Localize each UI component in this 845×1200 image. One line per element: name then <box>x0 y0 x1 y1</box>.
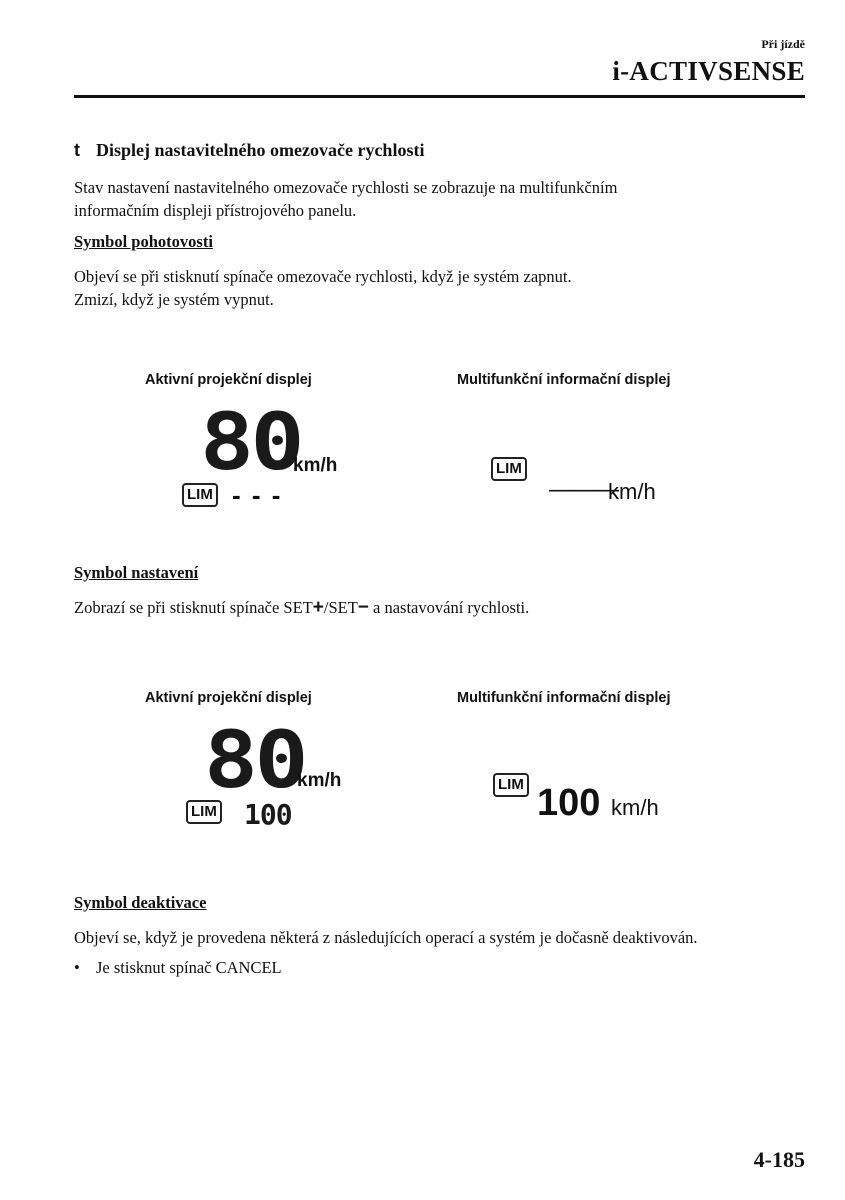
setting-hud-caption: Aktivní projekční displej <box>145 690 312 706</box>
deactivation-bullet <box>74 958 282 978</box>
section-marker-icon: t <box>74 140 80 160</box>
intro-line-1: Stav nastavení nastavitelného omezovače rychlosti se zobrazuje na multifunkčním <box>74 178 618 197</box>
minus-icon: − <box>357 597 369 618</box>
standby-mid-caption: Multifunkční informační displej <box>457 372 671 388</box>
bullet-icon: • <box>74 958 80 977</box>
standby-hud-dashes: - - - <box>232 480 283 510</box>
standby-line-1: Objeví se při stisknutí spínače omezovače rychlosti, když je systém zapnut. <box>74 267 572 286</box>
standby-hud-unit: km/h <box>293 455 338 476</box>
bullet-text: Je stisknut spínač CANCEL <box>96 958 282 977</box>
chapter-title: i-ACTIVSENSE <box>612 56 805 86</box>
standby-mid-dashes: ——— <box>549 476 618 503</box>
standby-hud-lim-icon: LIM <box>182 483 218 507</box>
header-rule <box>74 95 805 98</box>
page-number: 4-185 <box>753 1147 805 1172</box>
setting-mid-set-speed: 100 <box>537 782 601 824</box>
section-heading <box>74 140 424 161</box>
setting-text-2: a nastavování rychlosti. <box>368 598 530 617</box>
setting-mid-lim-icon: LIM <box>493 773 529 797</box>
standby-hud-caption: Aktivní projekční displej <box>145 372 312 388</box>
standby-line-2: Zmizí, když je systém vypnut. <box>74 290 274 309</box>
standby-paragraph <box>74 265 814 311</box>
setting-text-set: /SET <box>323 598 358 617</box>
setting-mid-caption: Multifunkční informační displej <box>457 690 671 706</box>
setting-subheading: Symbol nastavení <box>74 563 199 582</box>
setting-hud-set-speed: 100 <box>244 798 292 831</box>
setting-hud-speed: 80 <box>204 716 306 806</box>
deactivation-paragraph: Objeví se, když je provedena některá z následujících operací a systém je dočasně deaktivován. <box>74 928 698 947</box>
setting-mid-unit: km/h <box>611 795 659 820</box>
standby-mid-lim-icon: LIM <box>491 457 527 481</box>
intro-paragraph <box>74 176 814 222</box>
setting-paragraph <box>74 596 814 619</box>
deactivation-subheading: Symbol deaktivace <box>74 893 207 912</box>
intro-line-2: informačním displeji přístrojového panelu. <box>74 201 357 220</box>
running-header: Při jízdě <box>761 37 805 51</box>
standby-hud-speed: 80 <box>200 398 302 488</box>
standby-subheading: Symbol pohotovosti <box>74 232 213 251</box>
setting-text-1: Zobrazí se při stisknutí spínače SET <box>74 598 313 617</box>
setting-hud-lim-icon: LIM <box>186 800 222 824</box>
plus-icon: + <box>312 597 324 618</box>
standby-mid-unit: km/h <box>608 479 656 504</box>
section-heading-text: Displej nastavitelného omezovače rychlosti <box>96 140 425 160</box>
setting-hud-unit: km/h <box>297 770 342 791</box>
